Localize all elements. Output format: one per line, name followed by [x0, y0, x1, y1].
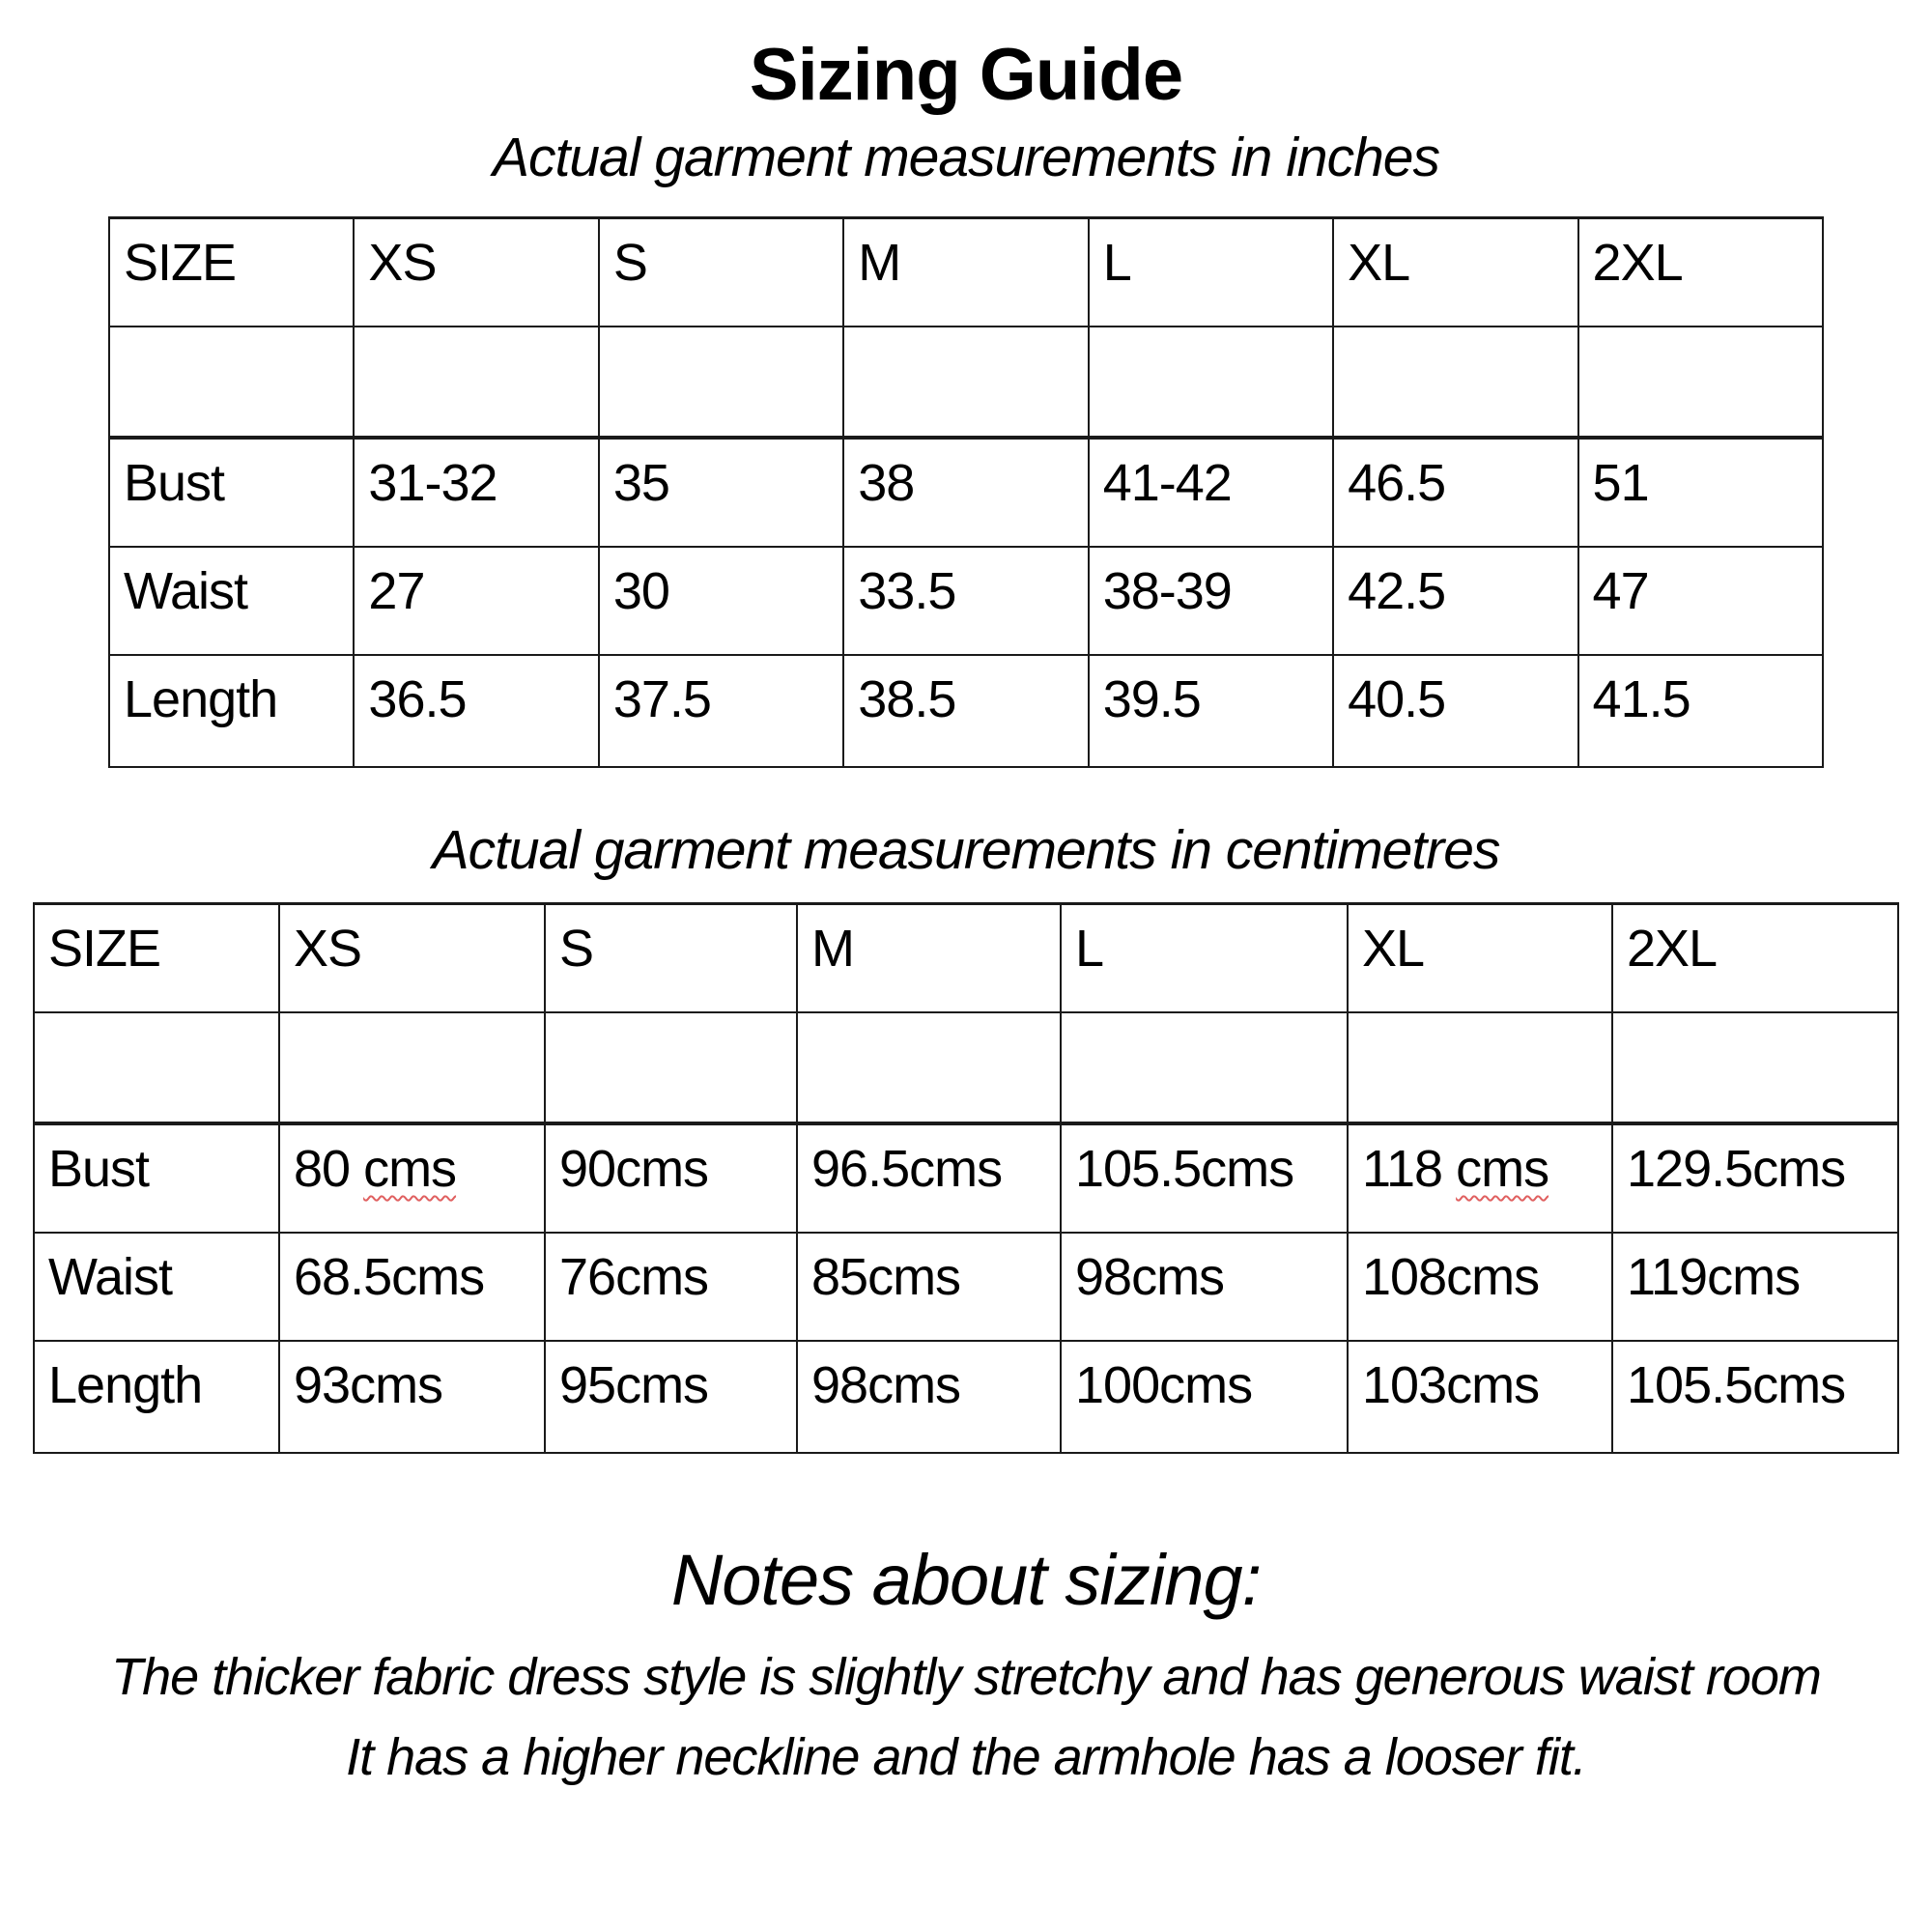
cell-length-2xl: 105.5cms	[1612, 1341, 1898, 1453]
cell-empty-xl	[1348, 1012, 1612, 1123]
column-header-m: M	[843, 218, 1088, 327]
cell-length-s: 95cms	[545, 1341, 797, 1453]
cell-length-xs: 93cms	[279, 1341, 545, 1453]
cell-empty-s	[545, 1012, 797, 1123]
cell-length-xs: 36.5	[354, 655, 598, 767]
centimetres-table-caption: Actual garment measurements in centimetres	[432, 819, 1500, 882]
cell-waist-l: 98cms	[1061, 1233, 1348, 1341]
row-label-waist: Waist	[109, 547, 354, 655]
column-header-xl: XL	[1348, 904, 1612, 1013]
spellcheck-underline: cms	[1456, 1140, 1549, 1199]
cell-bust-xs: 80 cms	[279, 1123, 545, 1233]
column-header-l: L	[1089, 218, 1333, 327]
cell-empty-2xl	[1578, 327, 1823, 438]
cell-waist-xs: 68.5cms	[279, 1233, 545, 1341]
row-label-bust: Bust	[34, 1123, 279, 1233]
inches-row-waist	[109, 547, 1823, 655]
page-title: Sizing Guide	[749, 34, 1183, 116]
column-header-2xl: 2XL	[1612, 904, 1898, 1013]
spellcheck-underline: cms	[363, 1140, 457, 1199]
centimetres-row-length	[34, 1341, 1898, 1453]
column-header-s: S	[545, 904, 797, 1013]
column-header-s: S	[599, 218, 843, 327]
cell-bust-xs: 31-32	[354, 438, 598, 547]
cell-bust-l: 41-42	[1089, 438, 1333, 547]
notes-heading: Notes about sizing:	[670, 1540, 1262, 1621]
cell-waist-xl: 42.5	[1333, 547, 1577, 655]
centimetres-row-waist	[34, 1233, 1898, 1341]
cell-empty-xs	[279, 1012, 545, 1123]
cell-empty-l	[1089, 327, 1333, 438]
cell-waist-s: 30	[599, 547, 843, 655]
centimetres-row-empty	[34, 1012, 1898, 1123]
cell-empty-s	[599, 327, 843, 438]
cell-bust-2xl: 51	[1578, 438, 1823, 547]
inches-table	[108, 216, 1824, 768]
cell-waist-m: 85cms	[797, 1233, 1061, 1341]
column-header-size: SIZE	[34, 904, 279, 1013]
row-label-empty	[34, 1012, 279, 1123]
cell-bust-xl: 118 cms	[1348, 1123, 1612, 1233]
cell-length-s: 37.5	[599, 655, 843, 767]
cell-bust-m: 38	[843, 438, 1088, 547]
cell-empty-xl	[1333, 327, 1577, 438]
note-line-2: It has a higher neckline and the armhole has a looser fit.	[346, 1727, 1586, 1786]
cell-length-xl: 40.5	[1333, 655, 1577, 767]
notes-section	[0, 1539, 1932, 1792]
cell-waist-xs: 27	[354, 547, 598, 655]
column-header-xl: XL	[1333, 218, 1577, 327]
cell-bust-l: 105.5cms	[1061, 1123, 1348, 1233]
cell-waist-l: 38-39	[1089, 547, 1333, 655]
cell-bust-xl: 46.5	[1333, 438, 1577, 547]
cell-waist-2xl: 47	[1578, 547, 1823, 655]
inches-row-empty	[109, 327, 1823, 438]
column-header-l: L	[1061, 904, 1348, 1013]
row-label-bust: Bust	[109, 438, 354, 547]
column-header-xs: XS	[279, 904, 545, 1013]
row-label-empty	[109, 327, 354, 438]
cell-length-l: 39.5	[1089, 655, 1333, 767]
cell-empty-xs	[354, 327, 598, 438]
cell-waist-s: 76cms	[545, 1233, 797, 1341]
centimetres-row-bust	[34, 1123, 1898, 1233]
cell-empty-l	[1061, 1012, 1348, 1123]
cell-length-m: 38.5	[843, 655, 1088, 767]
column-header-xs: XS	[354, 218, 598, 327]
cell-waist-m: 33.5	[843, 547, 1088, 655]
cell-bust-2xl: 129.5cms	[1612, 1123, 1898, 1233]
note-line-1: The thicker fabric dress style is slightly stretchy and has generous waist room	[111, 1648, 1821, 1707]
cell-length-2xl: 41.5	[1578, 655, 1823, 767]
cell-empty-2xl	[1612, 1012, 1898, 1123]
row-label-waist: Waist	[34, 1233, 279, 1341]
inches-header-row	[109, 218, 1823, 327]
cell-length-xl: 103cms	[1348, 1341, 1612, 1453]
centimetres-table	[33, 902, 1899, 1454]
cell-bust-s: 90cms	[545, 1123, 797, 1233]
row-label-length: Length	[34, 1341, 279, 1453]
cell-empty-m	[797, 1012, 1061, 1123]
row-label-length: Length	[109, 655, 354, 767]
cell-length-m: 98cms	[797, 1341, 1061, 1453]
column-header-size: SIZE	[109, 218, 354, 327]
inches-row-bust	[109, 438, 1823, 547]
inches-row-length	[109, 655, 1823, 767]
inches-table-caption: Actual garment measurements in inches	[493, 126, 1439, 188]
cell-bust-m: 96.5cms	[797, 1123, 1061, 1233]
cell-bust-s: 35	[599, 438, 843, 547]
column-header-m: M	[797, 904, 1061, 1013]
column-header-2xl: 2XL	[1578, 218, 1823, 327]
cell-waist-2xl: 119cms	[1612, 1233, 1898, 1341]
cell-waist-xl: 108cms	[1348, 1233, 1612, 1341]
cell-empty-m	[843, 327, 1088, 438]
cell-length-l: 100cms	[1061, 1341, 1348, 1453]
centimetres-header-row	[34, 904, 1898, 1013]
